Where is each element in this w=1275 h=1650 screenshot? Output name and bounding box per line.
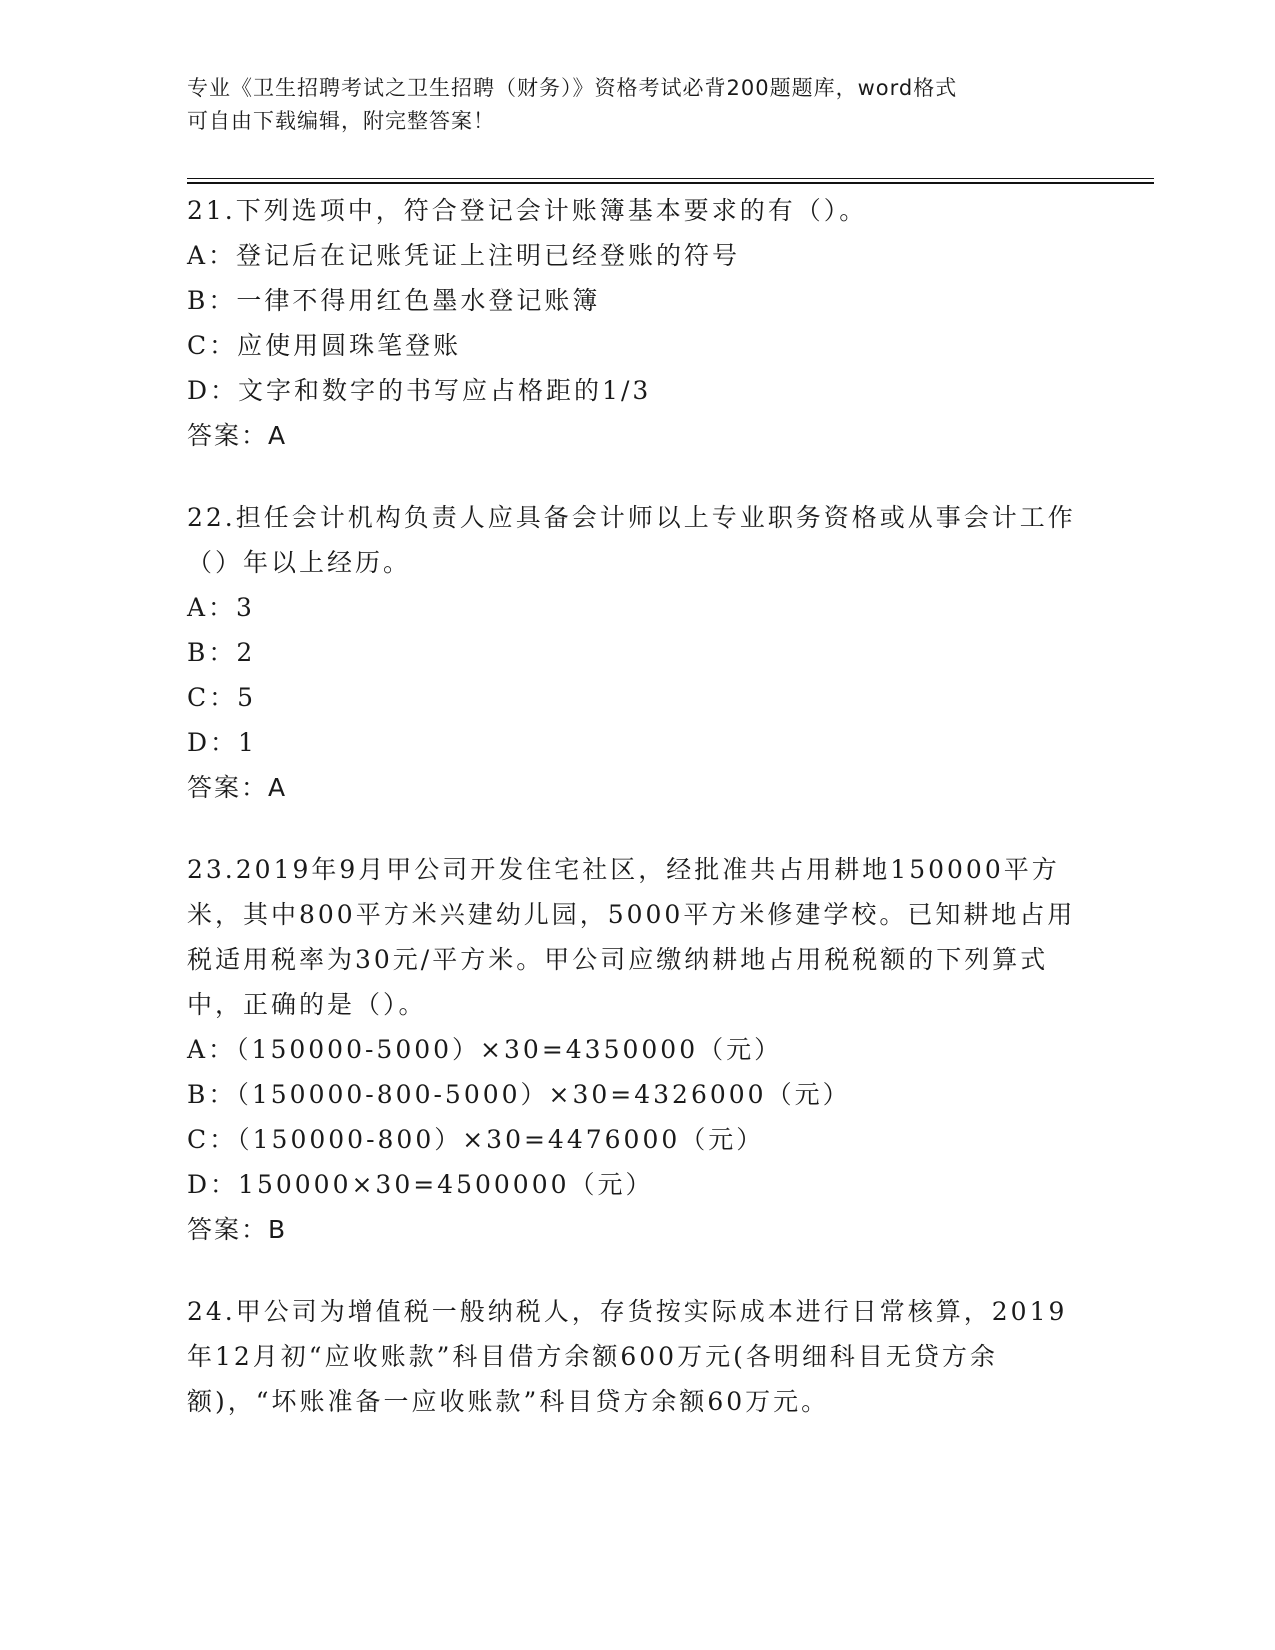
- option-d: D：1: [187, 728, 257, 757]
- question-text: 22.担任会计机构负责人应具备会计师以上专业职务资格或从事会计工作（）年以上经历。: [187, 503, 1076, 577]
- option-c: C：（150000-800）×30=4476000（元）: [187, 1125, 765, 1154]
- option-b: B：（150000-800-5000）×30=4326000（元）: [187, 1080, 851, 1109]
- question-21: [187, 188, 1077, 458]
- question-text: 21.下列选项中，符合登记会计账簿基本要求的有（）。: [187, 196, 868, 225]
- option-d: D：150000×30=4500000（元）: [187, 1170, 654, 1199]
- question-23: [187, 847, 1077, 1252]
- option-c: C：应使用圆珠笔登账: [187, 331, 462, 360]
- question-24: [187, 1289, 1077, 1424]
- question-text: 23.2019年9月甲公司开发住宅社区，经批准共占用耕地150000平方米，其中800平方米兴建幼儿园，5000平方米修建学校。已知耕地占用税适用税率为30元/平方米。甲公司应缴纳耕地占用税税额的下列算式中，正确的是（）。: [187, 855, 1076, 1019]
- option-b: B：一律不得用红色墨水登记账簿: [187, 286, 601, 315]
- option-d: D：文字和数字的书写应占格距的1/3: [187, 376, 652, 405]
- option-c: C：5: [187, 683, 257, 712]
- answer-label: 答案：A: [187, 421, 288, 450]
- question-text: 24.甲公司为增值税一般纳税人，存货按实际成本进行日常核算，2019年12月初“应收账款”科目借方余额600万元(各明细科目无贷方余额)，“坏账准备一应收账款”科目贷方余额60万元。: [187, 1297, 1068, 1416]
- header-divider-thin: [187, 178, 1154, 179]
- answer-label: 答案：B: [187, 1215, 288, 1244]
- document-header: [187, 72, 1067, 138]
- question-list: [187, 188, 1077, 1461]
- header-line-2: 可自由下载编辑，附完整答案！: [187, 109, 495, 133]
- option-b: B：2: [187, 638, 256, 667]
- header-line-1: 专业《卫生招聘考试之卫生招聘（财务）》资格考试必背200题题库，word格式: [187, 76, 958, 100]
- header-divider-thick: [187, 182, 1154, 184]
- option-a: A：登记后在记账凭证上注明已经登账的符号: [187, 241, 741, 270]
- question-22: [187, 495, 1077, 810]
- answer-label: 答案：A: [187, 773, 288, 802]
- option-a: A：（150000-5000）×30=4350000（元）: [187, 1035, 783, 1064]
- option-a: A：3: [187, 593, 255, 622]
